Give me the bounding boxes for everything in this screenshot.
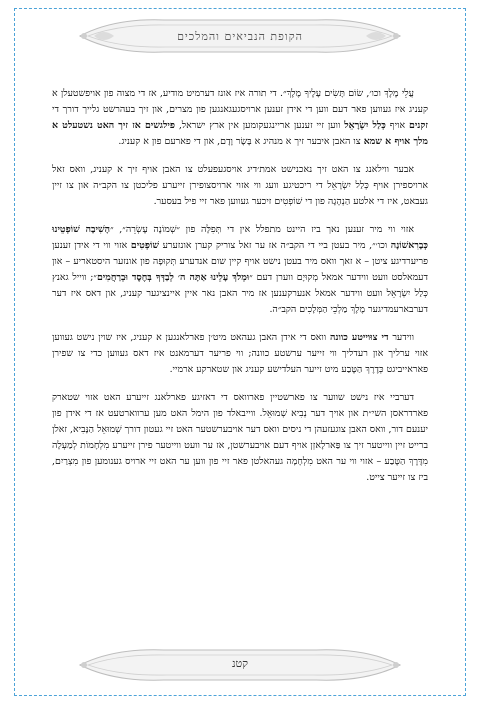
bold-text-run: וּמְלֹךְ עָלֵינוּ אַתָּה ה׳ לְבַדְּךָ בְּחֶסֶד וּבְרַחֲמִים [96,272,250,283]
text-run: וכו׳״, מיר בעטן ביי די הקב״ה אז ער זאל צוריק קערן אונזערע [158,240,391,251]
header-banner [74,10,406,62]
text-run: דערביי איז נישט שווער צו פארשטיין פארוואס די דאזיגע פארלאנג זייערע האט אזוי שטארק פארדראסן השי״ת און אויך דער נְבִיא שְׁמוּאֵל. ווייבאלד פון הימל האט מען ערווארטעט אז די אידן פון יענעם דור, וואס האבן צוגעזעהן די ניסים וואס דער אויבערשטער האט זיי געטון דורך שְׁמוּאֵל הַנָּבִיא, זאלן ברייט זיין ווייטער זיך צו פַּארלָאזְן אויף דעם אויבערשטן, אז ער וועט ווייטער פירן זייערע מִלְחָמוֹת לְמַעְלָה מִדֶּרֶךְ הַטֶּבַע – אזוי ווי ער האט מִלְחָמָה געהאלטן פאר זיי פון ווען ער האט זיי ארויס גענומען פון מִצְרַיִם, ביז צו זייער צייט. [52,392,428,483]
bold-text-run: כְּלַל יִשְׂרָאֵל [344,120,386,131]
text-run: עֲלֵי מֶלֶךְ וכו׳, שׂוֹם תָּשִׂים עָלֶיךָ מֶלֶךְ״. די תורה איז אונז דערמיט מודיע, אז די מצוה פון אויפשטעלן א קעניג איז געווען פאר דעם ווען די אידן זענען ארויסגעגאנגען פון מצרים, און זיך בעהרשט גלייך דורך די [52,88,428,115]
paragraph [52,222,428,318]
text-run: צו האבן איבער זיך א מנהיג א בָּשָׂר וָדָם, און די פארעם פון א קעניג. [118,136,364,147]
text-run: ״; ווייל גאנץ כְּלַל יִשְׂרָאֵל וועט ווידער אמאל אנערקענען אז מיר האבן נאר איין איינציגער קעניג, און דאס איז דער דערבארעמדיגער מֶלֶךְ מַלְכֵי הַמְּלָכִים הקב״ה. [52,272,428,315]
text-run: אזוי ווי מיר זענען נאך ביז היינט מתפלל אין די תְּפִלָּה פון ״שְׁמוֹנֶה עֶשְׂרֵה״, ״ [110,224,414,235]
bold-text-run: הָשִׁיבָה שׁוֹפְטֵינוּ כְּבָרִאשׁוֹנָה [52,224,428,251]
paragraph [52,390,428,486]
text-run: ווען זיי זענען אריינגעקומען אין ארץ ישראל, [174,120,345,131]
bold-text-run: די צוּוייטע כוונה [330,332,389,343]
paragraph [52,162,428,210]
bold-text-run: שׁוֹפְטִים [130,240,159,251]
text-run: אזוי ווי די אידן זענען פריערדיגע ציטן – א זאך וואס מיר בעטן נישט אויף קיין שום אנדערע תְּקוּפָה פון אונזער היסטאריע – און דעמאלסט וועט ווידער אמאל מְקוּיָם ווערן דעם ״ [52,240,428,283]
page-number: קטנ [231,657,249,670]
text-run: אבער ווילאנג צו האט זיך נאכנישט אמת׳דיג אויסגעפעלט צו האבן אויף זיך א קעניג, וואס זאל ארויספירן אויף כְּלַל יִשְׂרָאֵל די ריכטיגע וועג ווי אזוי ארויסצופירן זייערע פליכטן צו הקב״ה און צו זיין געבאט, איז די אלטע הַנְהָגָה פון די שׁוֹפְטִים זיכער געווען פאר זיי פיל בעסער. [52,164,428,207]
text-run: אויף [385,120,409,131]
text-run: ווידער [388,332,414,343]
paragraph [52,330,428,378]
bold-text-run: פילגשים אז זיך האט נשטעלט א מלך אויף א שמא [52,120,428,147]
paragraph [52,86,428,150]
main-body-text [52,86,428,498]
running-header-title: הקופת הנביאים והמלכים [177,30,303,43]
bold-text-run: זקנים [409,120,428,131]
text-run: וואס די אידן האבן געהאט מיט׳ן פארלאנגען א קעניג, איז שוין נישט געווען אזוי ערליך און רעדליך ווי זייער ערשטע כוונה; ווי פריער דערמאנט איז דאס געווען כדי צו שפירן פאראייביגט כְּדֶרֶךְ הַטֶּבַע מיט זייער העלדישע קעניג און שטארקע ארמיי. [52,332,428,375]
footer-banner [74,640,406,690]
